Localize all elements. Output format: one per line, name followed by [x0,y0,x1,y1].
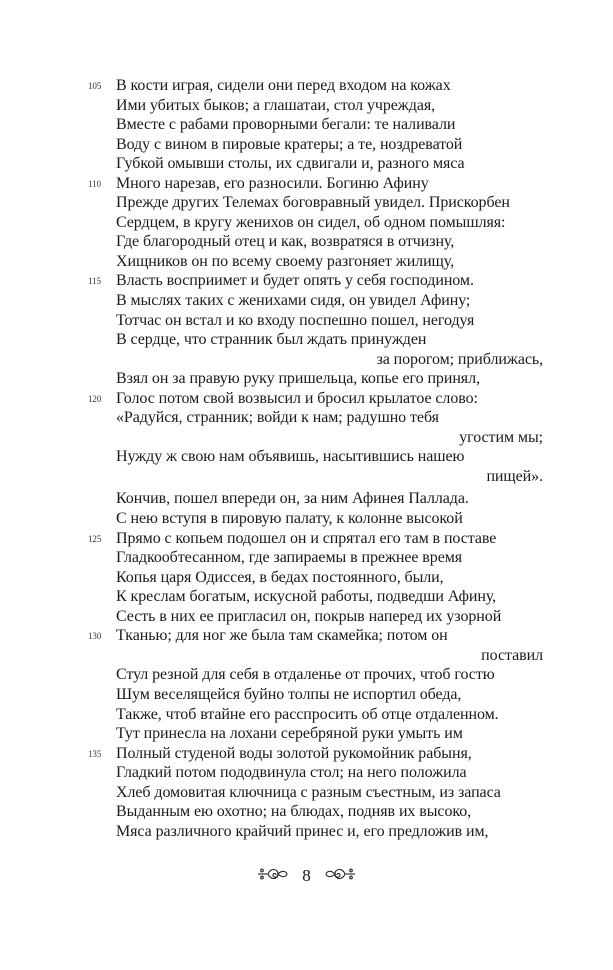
poem-line [0,763,613,783]
line-number: 130 [88,631,102,642]
line-number: 110 [88,178,101,189]
poem-line [0,115,613,135]
verse-text: Прежде других Телемах боговравный увидел. Прискорбен [116,194,510,212]
poem-line [0,665,613,685]
verse-text: Прямо с копьем подошел он и спрятал его там в поставе [116,529,497,547]
verse-text: Сесть в них ее пригласил он, покрыв наперед их узорной [116,607,502,625]
poem-line [0,822,613,842]
verse-text: Выданным ею охотно; на блюдах, подняв их высоко, [116,803,472,821]
poem-line [0,467,613,487]
poem-line [0,626,613,646]
verse-text: В сердце, что странник был ждать принужден [116,331,427,349]
verse-text: К креслам богатым, искусной работы, подведши Афину, [116,588,497,606]
verse-text: Полный студеной воды золотой рукомойник рабыня, [116,744,472,762]
verse-text: Мяса различного крайчий принес и, его предложив им, [116,822,489,840]
verse-text: Воду с вином в пировые кратеры; а те, ноздреватой [116,135,463,153]
verse-text: Хищников он по всему своему разгоняет жилищу, [116,252,455,270]
line-number: 115 [88,276,101,287]
right-fleuron-ornament-icon [323,866,357,888]
poem-line [0,646,613,666]
verse-text: Копья царя Одиссея, в бедах постоянного, были, [116,568,444,586]
poem-line [0,783,613,803]
verse-text: «Радуйся, странник; войди к нам; радушно тебя [116,409,439,427]
verse-text: Взял он за правую руку пришельца, копье его принял, [116,370,480,388]
poem-text [0,76,613,841]
line-number: 125 [88,533,102,544]
poem-line [0,802,613,822]
verse-text: Шум веселящейся буйно толпы не испортил обеда, [116,685,462,703]
verse-text: Где благородный отец и как, возвратяся в отчизну, [116,233,455,251]
verse-text: Вместе с рабами проворными бегали: те наливали [116,116,456,134]
poem-line [0,509,613,529]
poem-line [0,447,613,467]
verse-text: С нею вступя в пировую палату, к колонне высокой [116,510,463,528]
poem-line [0,705,613,725]
poem-line [0,369,613,389]
verse-text: Много нарезав, его разносили. Богиню Афину [116,174,429,192]
poem-line [0,408,613,428]
verse-text: Голос потом свой возвысил и бросил крылатое слово: [116,389,478,407]
poem-line [0,389,613,409]
verse-text: пищей». [486,467,543,485]
verse-text: угостим мы; [459,428,543,446]
verse-text: Власть восприимет и будет опять у себя господином. [116,272,474,290]
verse-text: Тканью; для ног же была там скамейка; потом он [116,627,448,645]
poem-line [0,548,613,568]
verse-text: Сердцем, в кругу женихов он сидел, об одном помышляя: [116,213,506,231]
poem-line [0,607,613,627]
verse-text: Тотчас он встал и ко входу поспешно пошел, негодуя [116,311,475,329]
verse-text: за порогом; приближась, [376,350,543,368]
poem-line [0,271,613,291]
poem-line [0,311,613,331]
verse-text: Гладкообтесанном, где запираемы в прежнее время [116,549,463,567]
verse-text: Тут принесла на лохани серебряной руки умыть им [116,725,463,743]
poem-line [0,291,613,311]
poem-line [0,685,613,705]
poem-line [0,744,613,764]
verse-text: Нужду ж свою нам объявишь, насытившись нашею [116,448,465,466]
verse-text: Ими убитых быков; а глашатаи, стол учреждая, [116,96,436,114]
verse-text: Губкой омывши столы, их сдвигали и, разного мяса [116,155,465,173]
verse-text: Гладкий потом пододвинула стол; на него положила [116,764,467,782]
poem-line [0,350,613,370]
line-number: 120 [88,393,102,404]
poem-line [0,232,613,252]
poem-line [0,330,613,350]
verse-text: Кончив, пошел впереди он, за ним Афинея Паллада. [116,490,469,508]
poem-line [0,587,613,607]
verse-text: Хлеб домовитая ключница с разным съестным, из запаса [116,783,501,801]
poem-line [0,724,613,744]
poem-line [0,76,613,96]
poem-line [0,252,613,272]
poem-line [0,193,613,213]
poem-line [0,568,613,588]
poem-line [0,154,613,174]
poem-line [0,213,613,233]
poem-line [0,489,613,509]
poem-line [0,428,613,448]
left-fleuron-ornament-icon [256,866,290,888]
poem-line [0,96,613,116]
verse-text: поставил [481,646,543,664]
verse-text: В мыслях таких с женихами сидя, он увидел Афину; [116,292,471,310]
line-number: 105 [88,81,102,91]
page-footer [0,865,613,887]
page-number: 8 [302,866,311,885]
poem-line [0,135,613,155]
poem-line [0,529,613,549]
verse-text: В кости играя, сидели они перед входом на кожах [116,77,451,94]
line-number: 135 [88,748,102,759]
verse-text: Стул резной для себя в отдаленье от прочих, чтоб гостю [116,666,495,684]
verse-text: Также, чтоб втайне его расспросить об отце отдаленном. [116,705,499,723]
poem-line [0,174,613,194]
